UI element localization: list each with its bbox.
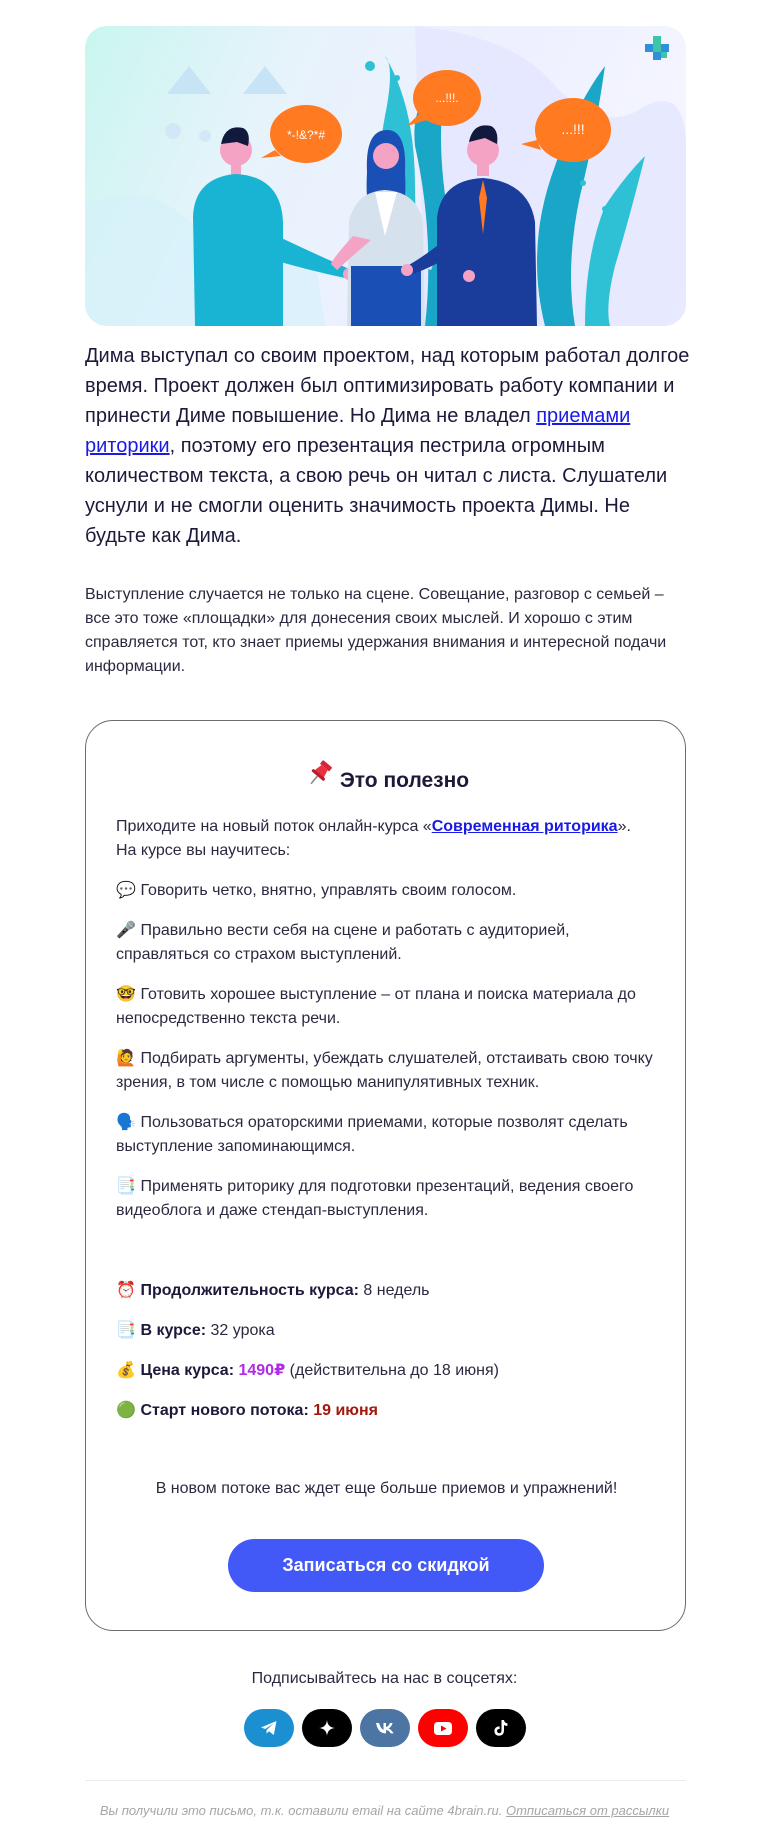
telegram-icon[interactable] — [244, 1709, 294, 1747]
money-bag-icon: 💰 — [116, 1362, 136, 1379]
start-label: Старт нового потока: — [140, 1402, 309, 1419]
microphone-icon: 🎤 — [116, 922, 136, 939]
list-item-text: Пользоваться ораторскими приемами, которые позволят сделать выступление запоминающимся. — [116, 1114, 628, 1155]
list-item-text: Готовить хорошее выступление – от плана и поиска материала до непосредственно текста речи. — [116, 986, 636, 1027]
course-intro-after: ». — [617, 818, 631, 835]
vk-icon[interactable] — [360, 1709, 410, 1747]
pushpin-icon — [304, 757, 336, 795]
raising-hand-icon: 🙋 — [116, 1050, 136, 1067]
sub-paragraph: Выступление случается не только на сцене. Совещание, разговор с семьей – все это тоже «площадки» для донесения своих мыслей. И хорошо с этим справляется тот, кто знает приемы удержания внимания и интересной подачи информации. — [85, 586, 667, 675]
bubble-text-1: *-!&?*# — [286, 128, 326, 142]
bookmark-tabs-icon: 📑 — [116, 1178, 136, 1195]
unsubscribe-link[interactable]: Отписаться от рассылки — [505, 1803, 670, 1818]
card-title-text: Это полезно — [339, 769, 470, 792]
duration-label: Продолжительность курса: — [140, 1282, 359, 1299]
fact-start — [116, 1399, 661, 1423]
price-note: (действительна до 18 июня) — [289, 1362, 499, 1379]
fact-duration — [116, 1279, 661, 1303]
alarm-clock-icon: ⏰ — [116, 1282, 136, 1299]
card-title — [86, 757, 687, 795]
list-item-text: Подбирать аргументы, убеждать слушателей, отстаивать свою точку зрения, в том числе с помощью манипулятивных техник. — [116, 1050, 653, 1091]
lead-text-2: , поэтому его презентация пестрила огромным количеством текста, а свою речь он читал с листа. Слушатели уснули и не смогли оценить значимость проекта Димы. Не будьте как Дима. — [85, 435, 668, 547]
footer — [0, 1803, 769, 1818]
hero-illustration — [85, 26, 686, 326]
fact-price — [116, 1359, 661, 1383]
footer-divider — [85, 1780, 686, 1781]
list-item — [116, 1175, 661, 1223]
lead-paragraph — [85, 341, 690, 551]
promo-text: В новом потоке вас ждет еще больше приемов и упражнений! — [155, 1480, 618, 1497]
list-item — [116, 919, 661, 967]
course-link[interactable]: Современная риторика — [431, 818, 618, 835]
list-item — [116, 1111, 661, 1159]
social-title: Подписывайтесь на нас в соцсетях: — [251, 1670, 518, 1687]
list-item-text: Правильно вести себя на сцене и работать с аудиторией, справляться со страхом выступлений. — [116, 922, 570, 963]
lessons-value: 32 урока — [210, 1322, 275, 1339]
list-item — [116, 1047, 661, 1095]
course-intro-before: Приходите на новый поток онлайн-курса « — [116, 818, 432, 835]
course-card — [85, 720, 686, 1631]
list-item-text: Применять риторику для подготовки презентаций, ведения своего видеоблога и даже стендап-выступления. — [116, 1178, 634, 1219]
green-circle-icon: 🟢 — [116, 1402, 136, 1419]
start-value: 19 июня — [313, 1402, 378, 1419]
tiktok-icon[interactable] — [476, 1709, 526, 1747]
price-value: 1490₽ — [238, 1362, 286, 1379]
youtube-icon[interactable] — [418, 1709, 468, 1747]
nerd-face-icon: 🤓 — [116, 986, 136, 1003]
course-intro-line2: На курсе вы научитесь: — [116, 842, 291, 859]
speaking-head-icon: 🗣️ — [116, 1114, 136, 1131]
social-links — [0, 1709, 769, 1749]
signup-discount-button[interactable]: Записаться со скидкой — [228, 1539, 544, 1592]
list-item — [116, 879, 661, 903]
bubble-text-2: ...!!!. — [435, 91, 459, 105]
zen-icon[interactable] — [302, 1709, 352, 1747]
list-item — [116, 983, 661, 1031]
speech-balloon-icon: 💬 — [116, 882, 136, 899]
lessons-label: В курсе: — [140, 1322, 207, 1339]
duration-value: 8 недель — [363, 1282, 430, 1299]
rhetoric-link[interactable]: приемами риторики — [85, 405, 631, 457]
bubble-text-3: ...!!! — [561, 121, 585, 137]
course-facts — [116, 1279, 661, 1439]
price-label: Цена курса: — [140, 1362, 235, 1379]
lead-text-1: Дима выступал со своим проектом, над которым работал долгое время. Проект должен был оптимизировать работу компании и принести Диме повышение. Но Дима не владел — [85, 345, 690, 427]
footer-text: Вы получили это письмо, т.к. оставили email на сайте 4brain.ru. — [99, 1803, 503, 1818]
course-intro — [116, 815, 661, 863]
fact-lessons — [116, 1319, 661, 1343]
brand-logo-icon — [645, 36, 669, 60]
card-body — [116, 815, 661, 1223]
list-item-text: Говорить четко, внятно, управлять своим голосом. — [140, 882, 517, 899]
bookmark-tabs-icon: 📑 — [116, 1322, 136, 1339]
